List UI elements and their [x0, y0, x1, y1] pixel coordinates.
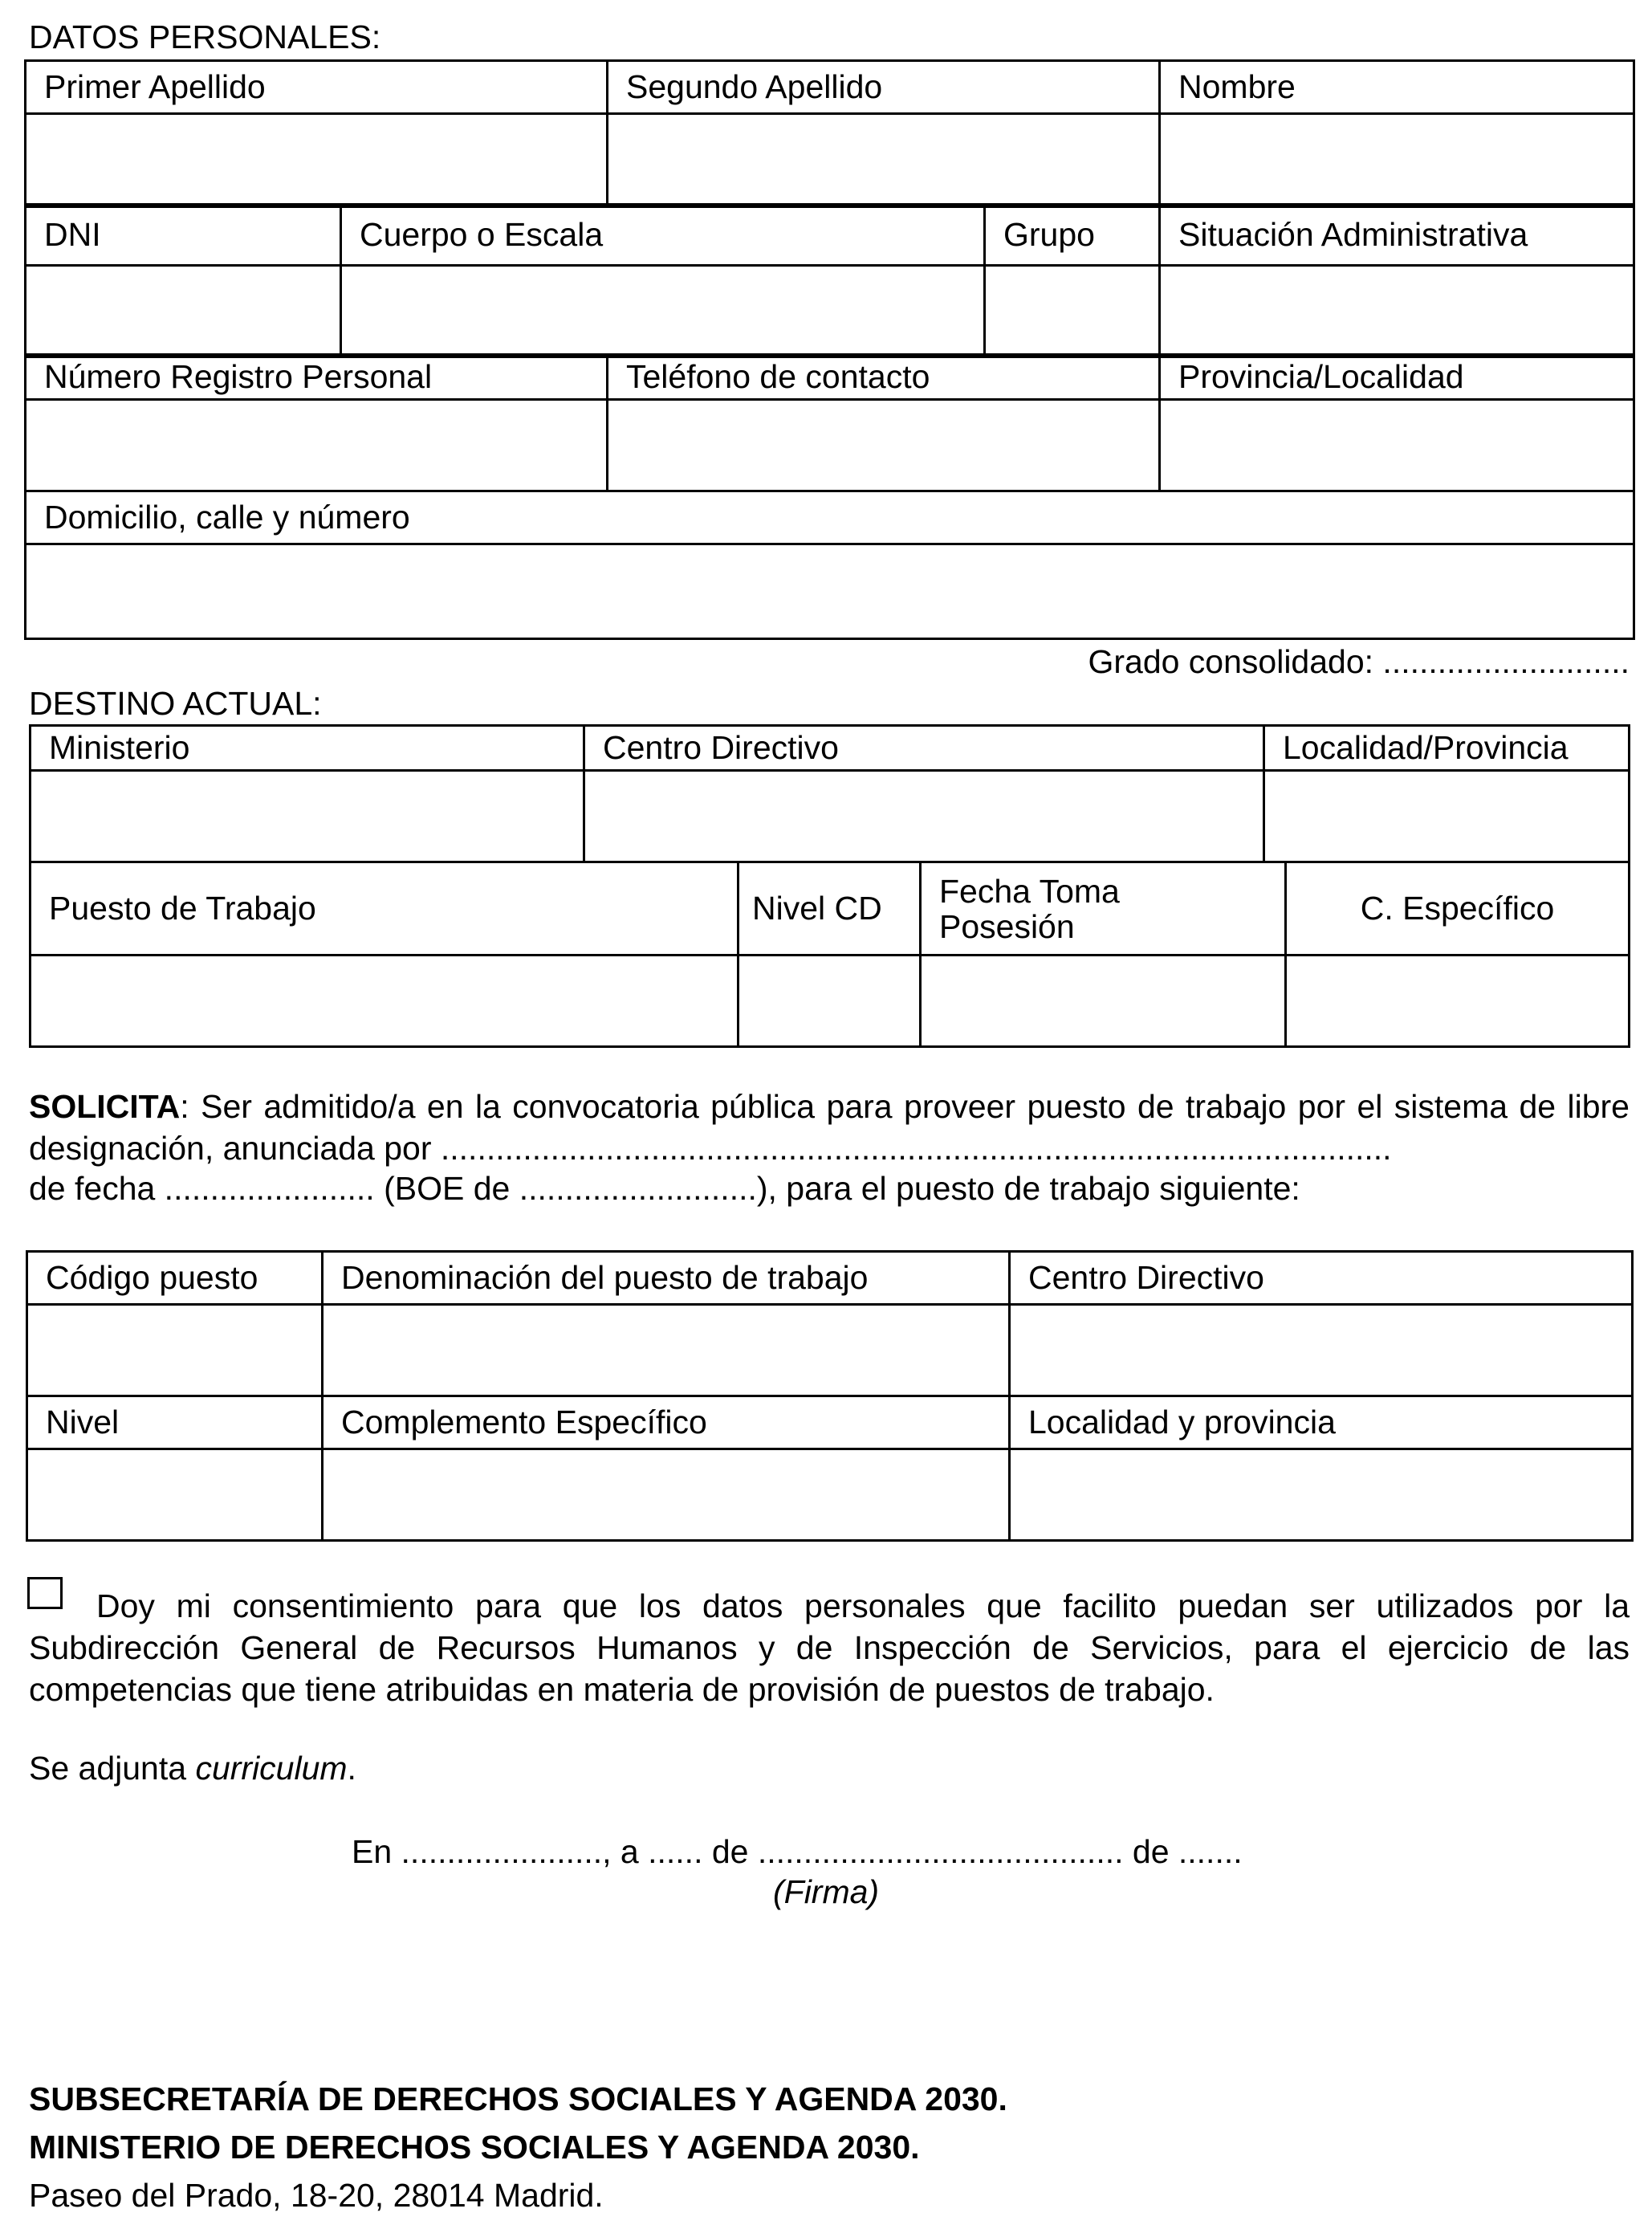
input-dni[interactable]	[26, 266, 341, 357]
label-cuerpo-escala: Cuerpo o Escala	[341, 205, 985, 266]
adjunta-suffix: .	[347, 1750, 356, 1787]
label-ministerio: Ministerio	[31, 726, 584, 771]
label-fecha-toma-posesion: Fecha Toma Posesión	[921, 862, 1286, 956]
solicita-line2: de fecha ....................... (BOE de ..........................), para el puesto de trabajo siguiente:	[29, 1170, 1300, 1207]
input-provincia-localidad[interactable]	[1160, 400, 1634, 491]
label-nivel-cd: Nivel CD	[739, 862, 921, 956]
input-complemento-especifico[interactable]	[323, 1449, 1010, 1541]
label-localidad-provincia: Localidad/Provincia	[1264, 726, 1630, 771]
ps-row2	[26, 1395, 1634, 1542]
input-telefono-contacto[interactable]	[608, 400, 1160, 491]
input-localidad-y-provincia[interactable]	[1010, 1449, 1633, 1541]
input-nivel-cd[interactable]	[739, 956, 921, 1047]
adjunta-line	[29, 1749, 356, 1788]
label-c-especifico: C. Específico	[1286, 862, 1630, 956]
label-denominacion-puesto: Denominación del puesto de trabajo	[323, 1252, 1010, 1305]
label-provincia-localidad: Provincia/Localidad	[1160, 355, 1634, 400]
label-numero-registro-personal: Número Registro Personal	[26, 355, 608, 400]
dp-row4	[24, 490, 1635, 640]
ps-row1	[26, 1250, 1634, 1397]
adjunta-prefix: Se adjunta	[29, 1750, 196, 1787]
label-grupo: Grupo	[985, 205, 1160, 266]
input-localidad-provincia[interactable]	[1264, 771, 1630, 862]
input-ministerio[interactable]	[31, 771, 584, 862]
footer-ministerio: MINISTERIO DE DERECHOS SOCIALES Y AGENDA 2030.	[29, 2129, 920, 2166]
datos-personales-heading: DATOS PERSONALES:	[29, 18, 381, 55]
input-cuerpo-escala[interactable]	[341, 266, 985, 357]
fecha-linea: En ......................, a ...... de ........................................ de .......	[352, 1833, 1243, 1870]
solicita-text: : Ser admitido/a en la convocatoria pública para proveer puesto de trabajo por el sistema de libre designación, anunciada por ........................................................................................................	[29, 1088, 1630, 1167]
input-denominacion-puesto[interactable]	[323, 1305, 1010, 1396]
input-segundo-apellido[interactable]	[608, 114, 1160, 207]
footer-direccion: Paseo del Prado, 18-20, 28014 Madrid.	[29, 2177, 604, 2214]
label-dni: DNI	[26, 205, 341, 266]
consent-paragraph: Doy mi consentimiento para que los datos personales que facilito puedan ser utilizados por la Subdirección General de Recursos Humanos y de Inspección de Servicios, para el ejercicio de las competencias que tiene atribuidas en materia de provisión de puestos de trabajo.	[29, 1587, 1630, 1708]
dp-row3	[24, 353, 1635, 492]
label-centro-directivo: Centro Directivo	[584, 726, 1264, 771]
label-telefono-contacto: Teléfono de contacto	[608, 355, 1160, 400]
label-nombre: Nombre	[1160, 61, 1634, 114]
solicita-paragraph	[29, 1086, 1630, 1169]
label-primer-apellido: Primer Apellido	[26, 61, 608, 114]
input-grupo[interactable]	[985, 266, 1160, 357]
input-domicilio[interactable]	[26, 544, 1634, 639]
adjunta-curriculum: curriculum	[195, 1750, 348, 1787]
da-row1	[29, 724, 1630, 863]
dp-row2	[24, 203, 1635, 358]
label-codigo-puesto: Código puesto	[27, 1252, 323, 1305]
input-fecha-toma-posesion[interactable]	[921, 956, 1286, 1047]
label-domicilio: Domicilio, calle y número	[26, 491, 1634, 544]
dp-row1-labels	[24, 59, 1635, 208]
grado-consolidado: Grado consolidado: ...........................	[1088, 643, 1630, 680]
input-codigo-puesto[interactable]	[27, 1305, 323, 1396]
label-segundo-apellido: Segundo Apellido	[608, 61, 1160, 114]
label-centro-directivo-solicitado: Centro Directivo	[1010, 1252, 1633, 1305]
label-situacion-administrativa: Situación Administrativa	[1160, 205, 1634, 266]
label-localidad-y-provincia: Localidad y provincia	[1010, 1396, 1633, 1449]
input-primer-apellido[interactable]	[26, 114, 608, 207]
input-puesto-trabajo[interactable]	[31, 956, 739, 1047]
input-c-especifico[interactable]	[1286, 956, 1630, 1047]
label-puesto-trabajo: Puesto de Trabajo	[31, 862, 739, 956]
firma-label: (Firma)	[773, 1873, 880, 1910]
label-complemento-especifico: Complemento Específico	[323, 1396, 1010, 1449]
solicita-label: SOLICITA	[29, 1088, 181, 1125]
destino-actual-heading: DESTINO ACTUAL:	[29, 685, 322, 722]
input-nivel[interactable]	[27, 1449, 323, 1541]
input-situacion-administrativa[interactable]	[1160, 266, 1634, 357]
input-nombre[interactable]	[1160, 114, 1634, 207]
da-row2	[29, 861, 1630, 1048]
input-centro-directivo-solicitado[interactable]	[1010, 1305, 1633, 1396]
footer-subsecretaria: SUBSECRETARÍA DE DERECHOS SOCIALES Y AGENDA 2030.	[29, 2080, 1007, 2117]
label-nivel: Nivel	[27, 1396, 323, 1449]
input-centro-directivo[interactable]	[584, 771, 1264, 862]
input-numero-registro-personal[interactable]	[26, 400, 608, 491]
